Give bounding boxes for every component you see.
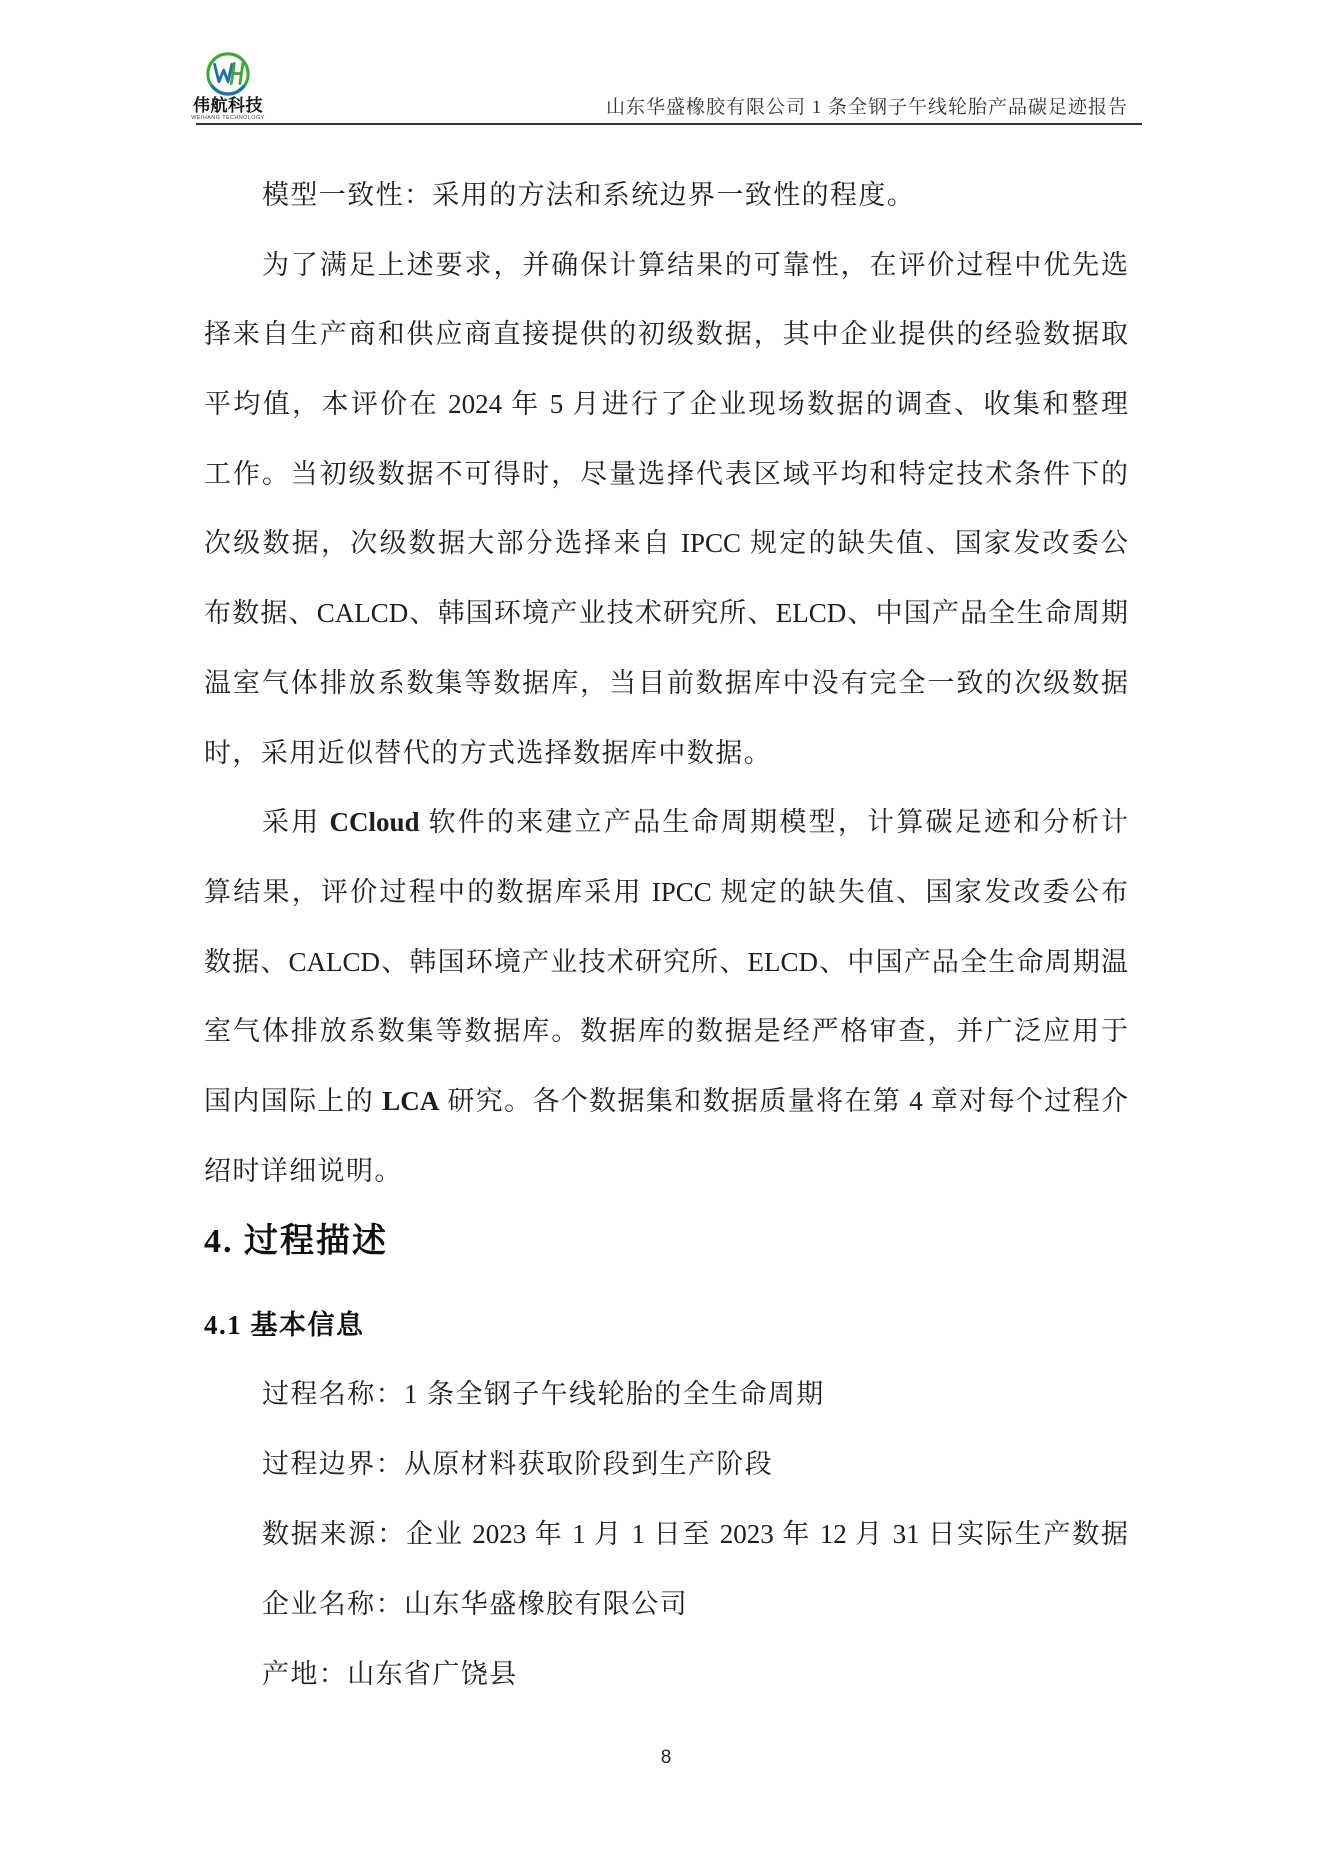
field-label: 数据来源： (262, 1519, 407, 1549)
logo-h-stroke (231, 63, 243, 83)
field-value: 从原材料获取阶段到生产阶段 (404, 1449, 774, 1479)
text-line (204, 788, 1128, 858)
field-label: 产地： (262, 1659, 348, 1689)
text-line: 布数据、CALCD、韩国环境产业技术研究所、ELCD、中国产品全生命周期 (204, 598, 1128, 629)
logo-name-en: WEIHANG TECHNOLOGY (191, 115, 265, 121)
paragraph-software-database (204, 788, 1128, 1206)
field-value: 山东省广饶县 (347, 1659, 518, 1689)
text-line: 时，采用近似替代的方式选择数据库中数据。 (204, 737, 772, 768)
text-segment: 采用 (262, 807, 330, 838)
text-line: 择来自生产商和供应商直接提供的初级数据，其中企业提供的经验数据取 (204, 319, 1128, 350)
text-line: 算结果，评价过程中的数据库采用 IPCC 规定的缺失值、国家发改委公布 (204, 876, 1128, 907)
field-data-source (204, 1499, 1128, 1569)
text-line: 温室气体排放系数集等数据库，当目前数据库中没有完全一致的次级数据 (204, 667, 1128, 698)
logo-mark-icon (204, 50, 252, 98)
page-number: 8 (660, 1747, 672, 1768)
field-company-name (204, 1569, 1128, 1639)
text-line: 室气体排放系数集等数据库。数据库的数据是经严格审查，并广泛应用于 (204, 1016, 1128, 1047)
text-segment: 研究。各个数据集和数据质量将在第 4 章对每个过程介 (439, 1085, 1129, 1116)
logo-w-stroke (215, 64, 232, 81)
lca-term: LCA (382, 1085, 440, 1116)
text-line: 绍时详细说明。 (204, 1155, 403, 1186)
software-name: CCloud (329, 807, 420, 838)
text-line: 平均值，本评价在 2024 年 5 月进行了企业现场数据的调查、收集和整理 (204, 389, 1128, 420)
field-value: 山东华盛橡胶有限公司 (404, 1589, 688, 1619)
paragraph-model-consistency (204, 161, 1128, 231)
logo-name-cn: 伟航科技 (193, 96, 263, 116)
text-line: 工作。当初级数据不可得时，尽量选择代表区域平均和特定技术条件下的 (204, 458, 1128, 489)
text-line: 为了满足上述要求，并确保计算结果的可靠性，在评价过程中优先选 (262, 249, 1128, 280)
field-value: 企业 2023 年 1 月 1 日至 2023 年 12 月 31 日实际生产数据 (406, 1519, 1129, 1549)
text-segment: 国内国际上的 (204, 1085, 383, 1116)
section-heading: 4. 过程描述 (204, 1223, 388, 1260)
text-segment: 软件的来建立产品生命周期模型，计算碳足迹和分析计 (419, 807, 1128, 838)
paragraph-data-selection (204, 231, 1128, 789)
text-line (204, 1067, 1128, 1137)
text-line: 次级数据，次级数据大部分选择来自 IPCC 规定的缺失值、国家发改委公 (204, 528, 1128, 559)
header-divider (196, 123, 1142, 125)
basic-info-fields (204, 1359, 1128, 1709)
field-origin (204, 1639, 1128, 1709)
field-value: 1 条全钢子午线轮胎的全生命周期 (404, 1379, 825, 1409)
text-line: 模型一致性：采用的方法和系统边界一致性的程度。 (262, 180, 916, 210)
company-logo (190, 48, 266, 124)
body-text (204, 161, 1128, 1206)
field-label: 过程名称： (262, 1379, 404, 1409)
report-title: 山东华盛橡胶有限公司 1 条全钢子午线轮胎产品碳足迹报告 (605, 97, 1128, 118)
logo-ring-arc (212, 86, 245, 94)
text-line: 数据、CALCD、韩国环境产业技术研究所、ELCD、中国产品全生命周期温 (204, 946, 1128, 977)
field-process-boundary (204, 1429, 1128, 1499)
field-process-name (204, 1359, 1128, 1429)
field-label: 企业名称： (262, 1589, 404, 1619)
field-label: 过程边界： (262, 1449, 404, 1479)
subsection-heading: 4.1 基本信息 (204, 1310, 365, 1340)
